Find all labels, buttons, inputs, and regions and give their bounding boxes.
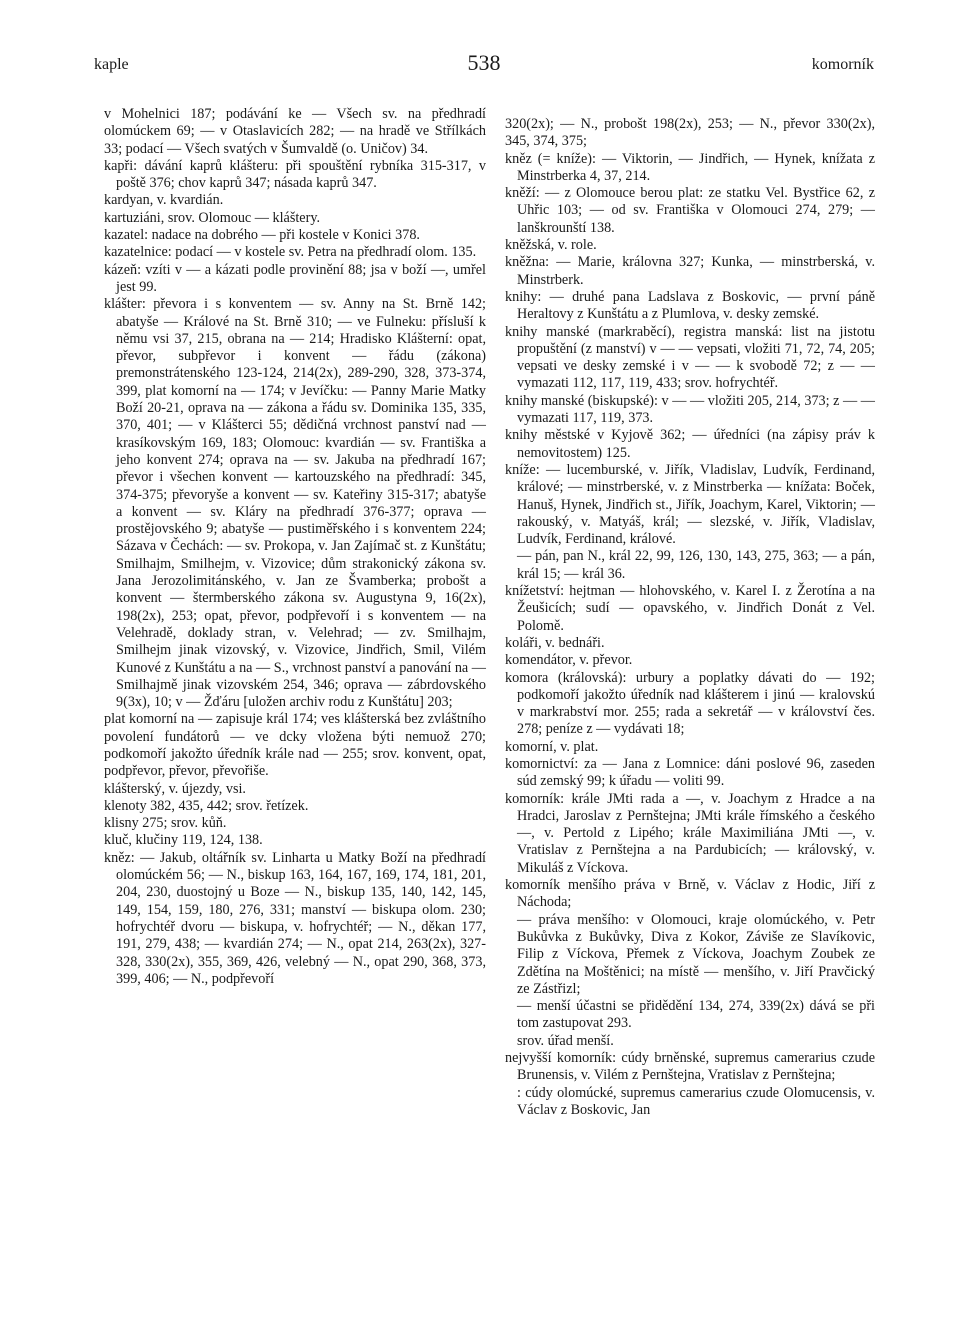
index-entry: komorní, v. plat.	[505, 738, 599, 755]
index-entry: knížetství: hejtman — hlohovského, v. Karel I. z Žerotína a na Žeušicích; sudí — opavského, v. Jindřich Donát z Vel. Polomě.	[505, 583, 875, 634]
index-entry: klisny 275; srov. kůň.	[104, 815, 227, 832]
index-entry: kněz: — Jakub, oltářník sv. Linharta u Matky Boží na předhradí olomúckém 56; — N., biskup 163, 164, 167, 169, 174, 181, 201, 204, 230, duostojný u Boze — N., biskup 135, 140, 142, 145, 149, 154, 159, 180, 276, 331; manství — biskupa olom. 230; hofrychtéř dvoru — biskupa, v. hofrychtéř; — N., děkan 177, 191, 279, 438; — kvardián 274; — N., opat 214, 263(2x), 327-328, 330(2x), 355, 369, 426, velebný — N., opat 290, 368, 373, 399, 406; — N., podpřevoří	[104, 849, 486, 987]
index-entry: komora (královská): urbury a poplatky dávati do — 192; podkomoří jakožto úředník nad klášterem i jinú — kralovskú v markrabství mor. 255; rada a sekretář — v království čes. 278; peníze z — vydávati 18;	[505, 669, 875, 738]
index-entry: komornictví: za — Jana z Lomnice: dáni poslové 96, zaseden súd zemský 99; k úřadu — voliti 99.	[505, 755, 875, 790]
index-entry: kázeň: vzíti v — a kázati podle provinění 88; jsa v boží —, umřel jest 99.	[104, 261, 486, 295]
index-entry: kazatelnice: podací — v kostele sv. Petra na předhradí olom. 135.	[104, 244, 477, 261]
index-entry: komorník: krále JMti rada a —, v. Joachym z Hradce a na Hradci, Jaroslav z Pernštejna; JMti krále římského a českého —, v. Pertold z Lipého; krále Maximiliána JMti —, v. Vratislav z Pernštejna a na Pardubicích; — královský, v. Mikuláš z Víckova.	[505, 790, 875, 876]
index-entry: kněžna: — Marie, královna 327; Kunka, — minstrberská, v. Minstrberk.	[505, 254, 875, 288]
index-entry: klášterský, v. újezdy, vsi.	[104, 780, 246, 797]
index-entry: knihy manské (markraběcí), registra manská: list na jistotu propuštění (z manství) v — — vepsati, vložiti 71, 72, 74, 205; vepsati ve desky zemské i v — — k svobodě 72; z — — vymazati 112, 117, 119, 433; srov. hofrychtéř.	[505, 323, 875, 392]
index-entry: knihy manské (biskupské): v — — vložiti 205, 214, 373; z — — vymazati 117, 119, 373.	[505, 392, 875, 427]
index-entry: kněz (= kníže): — Viktorin, — Jindřich, — Hynek, knížata z Minstrberka 4, 37, 214.	[505, 150, 875, 184]
index-entry: komorník menšího práva v Brně, v. Václav z Hodic, Jiří z Náchoda;	[505, 877, 875, 911]
index-entry: — práva menšího: v Olomouci, kraje olomúckého, v. Petr Bukůvka z Bukůvky, Diva z Kokor, Záviše ze Slavíkovic, Filip z Víckova, Přemek z Víckova, Joachym Zoubek ze Zdětína na Moštěnici; na místě — menšího, v. Jiří Pravčický ze Zástřizl;	[517, 911, 875, 997]
left-column	[104, 106, 486, 988]
index-entry: koláři, v. bednáři.	[505, 634, 605, 651]
index-entry: : cúdy olomúcké, supremus camerarius czude Olomucensis, v. Václav z Boskovic, Jan	[517, 1084, 875, 1118]
right-column	[505, 116, 875, 1119]
index-entry: komendátor, v. převor.	[505, 652, 633, 669]
index-entry: kluč, klučiny 119, 124, 138.	[104, 832, 263, 849]
index-entry: kazatel: nadace na dobrého — při kostele v Konici 378.	[104, 227, 420, 244]
index-entry: srov. úřad menší.	[517, 1032, 614, 1049]
index-entry: v Mohelnici 187; podávání ke — Všech sv. na předhradí olomúckem 69; — v Otaslavicích 282; — na hradě ve Střílkách 33; podací — Všech svatých v Šumvaldě (o. Uničov) 34.	[104, 106, 486, 157]
index-entry: klášter: převora i s konventem — sv. Anny na St. Brně 142; abatyše — Králové na St. Brně 310; — ve Fulneku: přísluší k němu vsi 37, 215, obrana na — 214; Hradisko Klášterní: opat, převor, subpřevor i konvent — řádu (zákona) premonstrátenského 123-124, 214(2x), 289-290, 328, 373-374, 399, plat komorní na — 174; v Jevíčku: — Panny Marie Matky Boží 20-21, oprava na — zákona a řádu sv. Dominika 135, 335, 370, 401; — v Klášterci 55; dědičná vrchnost panství nad — krasíkovským 169, 183; Olomouc: kvardián — sv. Františka a jeho konvent 274; oprava na — sv. Jakuba na předhradí 167; převor i všechen konvent — kartouzského na předhradí: 345, 374-375; převoryše a konvent — sv. Kateřiny 315-317; abatyše a konvent — sv. Kláry na předhradí 376-377; oprava — prostějovského 9; abatyše — pustiměřského i s konventem 224; Sázava v Čechách: — sv. Prokopa, v. Jan Zajímač st. z Kunštátu; Smilhajm, Smilhejm, v. Vizovice; dům strakonický zákona sv. Jana Jerozolimitánského, v. Jan ze Švamberka; probošt a konvent — štermberského zákona sv. Augustyna 9, 16(2x), 198(2x), 253; opat, převor, podpřevoří i s konventem — na Velehradě, doklady stran, v. Velehrad; — zv. Smilhajm, Smilhejm jinak vizovský, v. Vizovice, Jindřich, Smil, Vilém Kunové z Kunštátu a na — S., vrchnost panství a panování na — Smilhajmě jinak vizovském 254, 346; oprava — zábrdovského 9(3x), 10; v — Žďáru [uložen archiv rodu z Kunštátu] 203;	[104, 296, 486, 711]
index-entry: 320(2x); — N., probošt 198(2x), 253; — N., převor 330(2x), 345, 374, 375;	[505, 116, 875, 150]
index-entry: plat komorní na — zapisuje král 174; ves klášterská bez zvláštního povolení fundátorů — ve dcky vložena býti nemuož 270; podkomoří jakožto úředník krále nad — 255; srov. konvent, opat, podpřevor, převor, převořiše.	[104, 711, 486, 780]
page-header	[94, 50, 874, 80]
index-entry: klenoty 382, 435, 442; srov. řetízek.	[104, 797, 309, 814]
index-entry: kardyan, v. kvardián.	[104, 192, 224, 209]
index-entry: kapři: dávání kaprů klášteru: při spouštění rybníka 315-317, v poště 376; chov kaprů 347; násada kaprů 347.	[104, 157, 486, 192]
index-entry: — menší účastni se přidědění 134, 274, 339(2x) dává se při tom zastupovat 293.	[517, 998, 875, 1032]
running-head-right: komorník	[811, 56, 874, 73]
page-number: 538	[467, 50, 501, 75]
index-entry: knihy městské v Kyjově 362; — úředníci (na zápisy práv k nemovitostem) 125.	[505, 427, 875, 461]
index-entry: knihy: — druhé pana Ladslava z Boskovic, — první páně Heraltovy z Kunštátu a z Plumlova, v. desky zemské.	[505, 288, 875, 323]
running-head-left: kaple	[94, 56, 129, 73]
index-entry: kněžská, v. role.	[505, 237, 597, 254]
index-entry: nejvyšší komorník: cúdy brněnské, supremus camerarius czude Brunensis, v. Vilém z Pernštejna, Vratislav z Pernštejna;	[505, 1050, 875, 1084]
index-entry: kartuziáni, srov. Olomouc — kláštery.	[104, 209, 321, 226]
index-entry: kněží: — z Olomouce berou plat: ze statku Vel. Bystřice 62, z Uhřic 103; — od sv. Františka v Olomouci 274, 279; — lanškrounští 138.	[505, 185, 875, 236]
index-entry: kníže: — lucemburské, v. Jiřík, Vladislav, Ludvík, Ferdinand, králové; — minstrberské, v. z Minstrberka — knížata: Boček, Hanuš, Hynek, Jindřich st., Jiřík, Joachym, Karel, Viktorin; — rakouský, v. Matyáš, král; — slezské, v. Jiřík, Vladislav, Ludvík, Ferdinand, králové.	[505, 461, 875, 548]
index-entry: — pán, pan N., král 22, 99, 126, 130, 143, 275, 363; — a pán, král 15; — král 36.	[517, 548, 875, 582]
